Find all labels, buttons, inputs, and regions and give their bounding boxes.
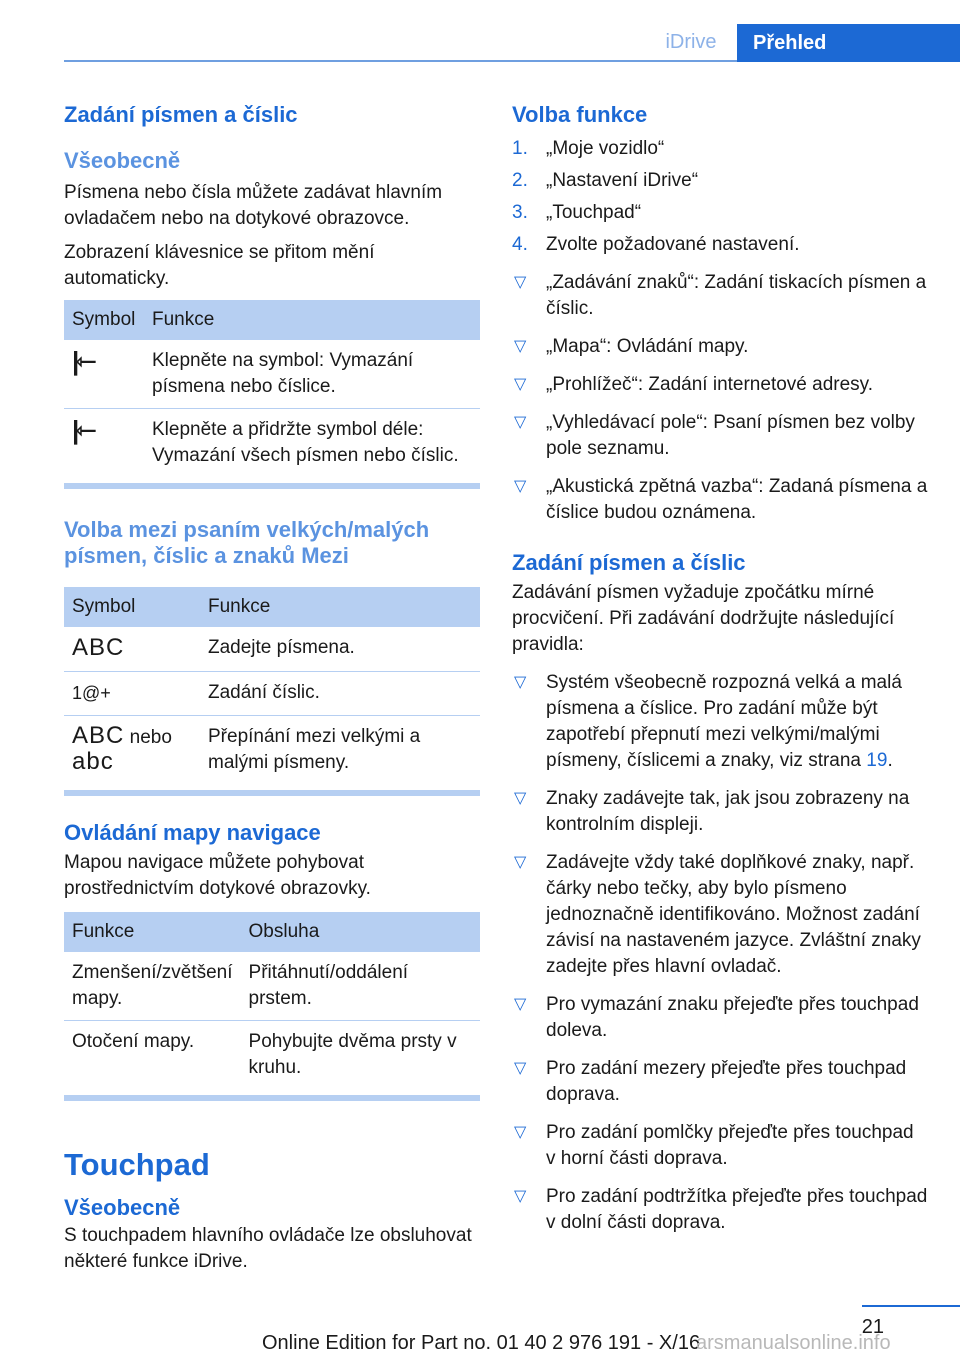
triangle-bullet-icon: ▽	[514, 478, 527, 495]
column-header-symbol: Symbol	[64, 587, 200, 627]
column-header-funkce: Funkce	[144, 300, 480, 340]
table-row	[64, 1021, 480, 1099]
list-item: ▽ Znaky zadávejte tak, jak jsou zobrazeny na kontrolním displeji.	[514, 788, 910, 835]
list-item: ▽ Pro vymazání znaku přejeďte přes touchpad doleva.	[514, 994, 919, 1041]
lowercase-icon: abc	[72, 748, 114, 775]
table-row	[64, 952, 480, 1021]
paragraph-touchpad: S touchpadem hlavního ovládače lze obsluhovat některé funkce iDrive.	[64, 1225, 472, 1272]
paragraph-mapa: Mapou navigace můžete pohybovat prostřednictvím dotykové obrazovky.	[64, 852, 371, 899]
table-row	[64, 627, 480, 672]
backspace-icon: |⇽	[72, 346, 94, 376]
tab-idrive[interactable]: iDrive	[665, 31, 717, 53]
column-header-funkce: Funkce	[200, 587, 480, 627]
left-column	[64, 100, 480, 1275]
list-item: ▽ „Prohlížeč“: Zadání internetové adresy.	[512, 372, 928, 398]
rules-list	[512, 670, 928, 1236]
table-cell: Zmenšení/zvětšení mapy.	[64, 952, 241, 1021]
triangle-bullet-icon: ▽	[514, 338, 527, 355]
triangle-bullet-icon: ▽	[514, 1188, 527, 1205]
table-cell: Klepněte a přidržte symbol déle: Vymazání všech písmen nebo číslic.	[144, 409, 480, 487]
heading-vseobecne-touchpad: Všeobecně	[64, 1195, 181, 1220]
numbers-icon: 1@+	[72, 683, 111, 703]
watermark: arsmanualsonline.info	[696, 1332, 891, 1354]
list-item: 1. „Moje vozidlo“	[512, 138, 665, 159]
paragraph-klavesnice: Zobrazení klávesnice se přitom mění automaticky.	[64, 242, 375, 289]
list-item: ▽ „Akustická zpětná vazba“: Zadaná písmena a číslice budou oznámena.	[514, 476, 928, 523]
heading-touchpad: Touchpad	[64, 1147, 210, 1182]
triangle-bullet-icon: ▽	[514, 1124, 527, 1141]
symbol-table-case	[64, 587, 480, 796]
list-item: ▽ Pro zadání podtržítka přejeďte přes touchpad v dolní části doprava.	[514, 1186, 928, 1233]
list-item: ▽ Zadávejte vždy také doplňkové znaky, např. čárky nebo tečky, aby bylo písmeno jednoznačně identifikováno. Možnost zadání závisí na nastaveném jazyce. Zvláštní znaky zadejte přes hlavní ovladač.	[514, 852, 921, 977]
table-cell: Pohybujte dvěma prsty v kruhu.	[241, 1021, 480, 1099]
footer-rule	[862, 1305, 960, 1307]
table-cell: Přitáhnutí/oddálení prstem.	[241, 952, 480, 1021]
table-row	[64, 409, 480, 487]
column-header-funkce: Funkce	[64, 912, 241, 952]
table-cell: Zadejte písmena.	[200, 627, 480, 672]
symbol-table-delete	[64, 300, 480, 489]
table-cell: Zadání číslic.	[200, 672, 480, 716]
paragraph-zadavani: Písmena nebo čísla můžete zadávat hlavním ovladačem nebo na dotykové obrazovce.	[64, 182, 443, 229]
list-item: 4. Zvolte požadované nastavení.	[512, 234, 800, 255]
edition-text: Online Edition for Part no. 01 40 2 976 191 - X/16	[262, 1332, 701, 1354]
table-cell: Klepněte na symbol: Vymazání písmena nebo číslice.	[144, 340, 480, 409]
steps-list	[512, 136, 928, 258]
page-link[interactable]: 19	[866, 750, 888, 771]
list-item: ▽ „Zadávání znaků“: Zadání tiskacích písmen a číslic.	[514, 272, 927, 319]
triangle-bullet-icon: ▽	[514, 274, 527, 291]
list-item: ▽ Pro zadání pomlčky přejeďte přes touchpad v horní části doprava.	[514, 1122, 914, 1169]
triangle-bullet-icon: ▽	[514, 674, 527, 691]
list-item: ▽ Pro zadání mezery přejeďte přes touchpad doprava.	[514, 1058, 907, 1105]
table-cell: Otočení mapy.	[64, 1021, 241, 1099]
heading-vseobecne: Všeobecně	[64, 148, 181, 173]
table-row	[64, 340, 480, 409]
column-header-symbol: Symbol	[64, 300, 144, 340]
table-cell: Přepínání mezi velkými a malými písmeny.	[200, 716, 480, 794]
triangle-bullet-icon: ▽	[514, 376, 527, 393]
list-item: ▽ „Mapa“: Ovládání mapy.	[512, 334, 928, 360]
sub-bullets	[512, 270, 928, 526]
uppercase-icon: ABC	[72, 634, 125, 661]
triangle-bullet-icon: ▽	[514, 790, 527, 807]
heading-volba-mezi: Volba mezi psaním velkých/malých písmen, číslic a znaků Mezi	[64, 517, 430, 568]
table-row	[64, 672, 480, 716]
list-item: ▽ Systém všeobecně rozpozná velká a malá písmena a číslice. Pro zadání může být zapotřebí přepnutí mezi velkými/malými písmeny, číslicemi a znaky, viz strana 19.	[514, 672, 902, 771]
triangle-bullet-icon: ▽	[514, 1060, 527, 1077]
paragraph-intro: Zadávání písmen vyžaduje zpočátku mírné procvičení. Při zadávání dodržujte následující pravidla:	[512, 582, 895, 655]
nebo-label: nebo	[129, 727, 172, 748]
heading-volba-funkce: Volba funkce	[512, 102, 648, 127]
triangle-bullet-icon: ▽	[514, 414, 527, 431]
map-control-table	[64, 912, 480, 1101]
list-item: ▽ „Vyhledávací pole“: Psaní písmen bez volby pole seznamu.	[514, 412, 915, 459]
heading-zadani-pismen-2: Zadání písmen a číslic	[512, 550, 746, 575]
right-column	[512, 100, 928, 1236]
list-item: 2. „Nastavení iDrive“	[512, 170, 699, 191]
heading-zadani-pismen: Zadání písmen a číslic	[64, 102, 298, 127]
heading-ovladani-mapy: Ovládání mapy navigace	[64, 820, 321, 845]
table-row	[64, 716, 480, 794]
list-item: 3. „Touchpad“	[512, 202, 642, 223]
page-number: 21	[861, 1316, 884, 1338]
backspace-icon: |⇽	[72, 415, 94, 445]
column-header-obsluha: Obsluha	[241, 912, 480, 952]
triangle-bullet-icon: ▽	[514, 996, 527, 1013]
uppercase-icon: ABC	[72, 722, 125, 749]
tab-prehled[interactable]: Přehled	[737, 24, 960, 62]
triangle-bullet-icon: ▽	[514, 854, 527, 871]
